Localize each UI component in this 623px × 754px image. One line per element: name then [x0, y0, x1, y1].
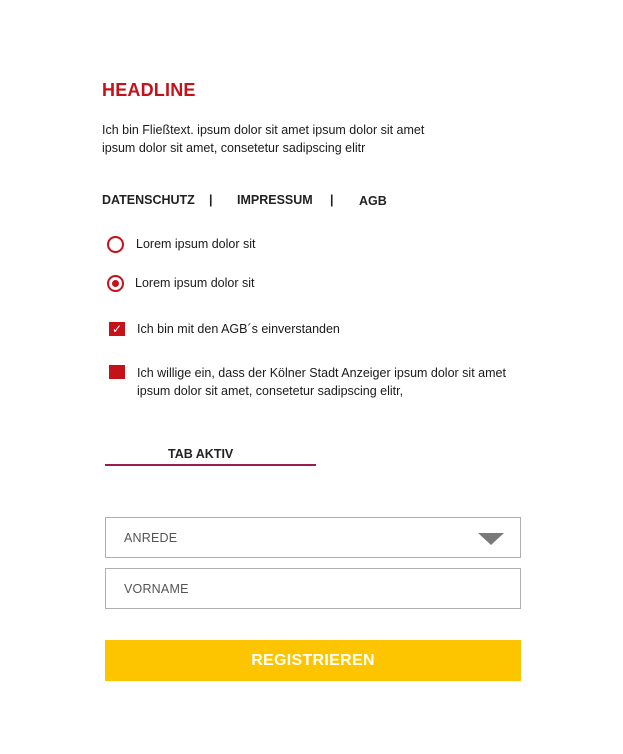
checkbox-agb-label: Ich bin mit den AGB´s einverstanden	[137, 322, 340, 336]
link-separator-1: |	[209, 193, 213, 207]
link-datenschutz[interactable]: DATENSCHUTZ	[102, 193, 195, 207]
checkbox-consent-label	[137, 364, 506, 400]
anrede-select[interactable]	[105, 517, 521, 558]
link-agb[interactable]: AGB	[359, 194, 387, 208]
headline: HEADLINE	[102, 80, 196, 100]
radio-option-1[interactable]	[107, 234, 256, 254]
link-impressum[interactable]: IMPRESSUM	[237, 193, 313, 207]
link-separator-2: |	[330, 193, 334, 207]
checkmark-icon: ✓	[111, 322, 123, 336]
checkbox-consent[interactable]	[109, 364, 506, 400]
consent-label-line-2: ipsum dolor sit amet, consetetur sadipscing elitr,	[137, 384, 404, 398]
radio-unchecked-icon[interactable]	[107, 236, 124, 253]
body-text-line-1: Ich bin Fließtext. ipsum dolor sit amet ipsum dolor sit amet	[102, 123, 425, 137]
radio-checked-icon[interactable]	[107, 275, 124, 292]
checkbox-checked-icon[interactable]	[109, 322, 125, 336]
tab-active[interactable]	[105, 444, 316, 466]
vorname-input[interactable]	[105, 568, 521, 609]
radio-dot-icon	[112, 280, 119, 287]
checkbox-agb[interactable]	[109, 321, 340, 337]
body-text	[102, 121, 462, 157]
checkbox-filled-icon[interactable]	[109, 365, 125, 379]
consent-label-line-1: Ich willige ein, dass der Kölner Stadt Anzeiger ipsum dolor sit amet	[137, 366, 506, 380]
tab-active-label: TAB AKTIV	[168, 447, 234, 461]
radio-label-2: Lorem ipsum dolor sit	[135, 276, 255, 290]
radio-option-2[interactable]	[107, 273, 255, 293]
vorname-placeholder: VORNAME	[124, 582, 189, 596]
radio-label-1: Lorem ipsum dolor sit	[136, 237, 256, 251]
chevron-down-icon[interactable]	[478, 533, 504, 545]
body-text-line-2: ipsum dolor sit amet, consetetur sadipscing elitr	[102, 141, 366, 155]
register-button[interactable]: REGISTRIEREN	[105, 640, 521, 681]
anrede-placeholder: ANREDE	[124, 531, 178, 545]
